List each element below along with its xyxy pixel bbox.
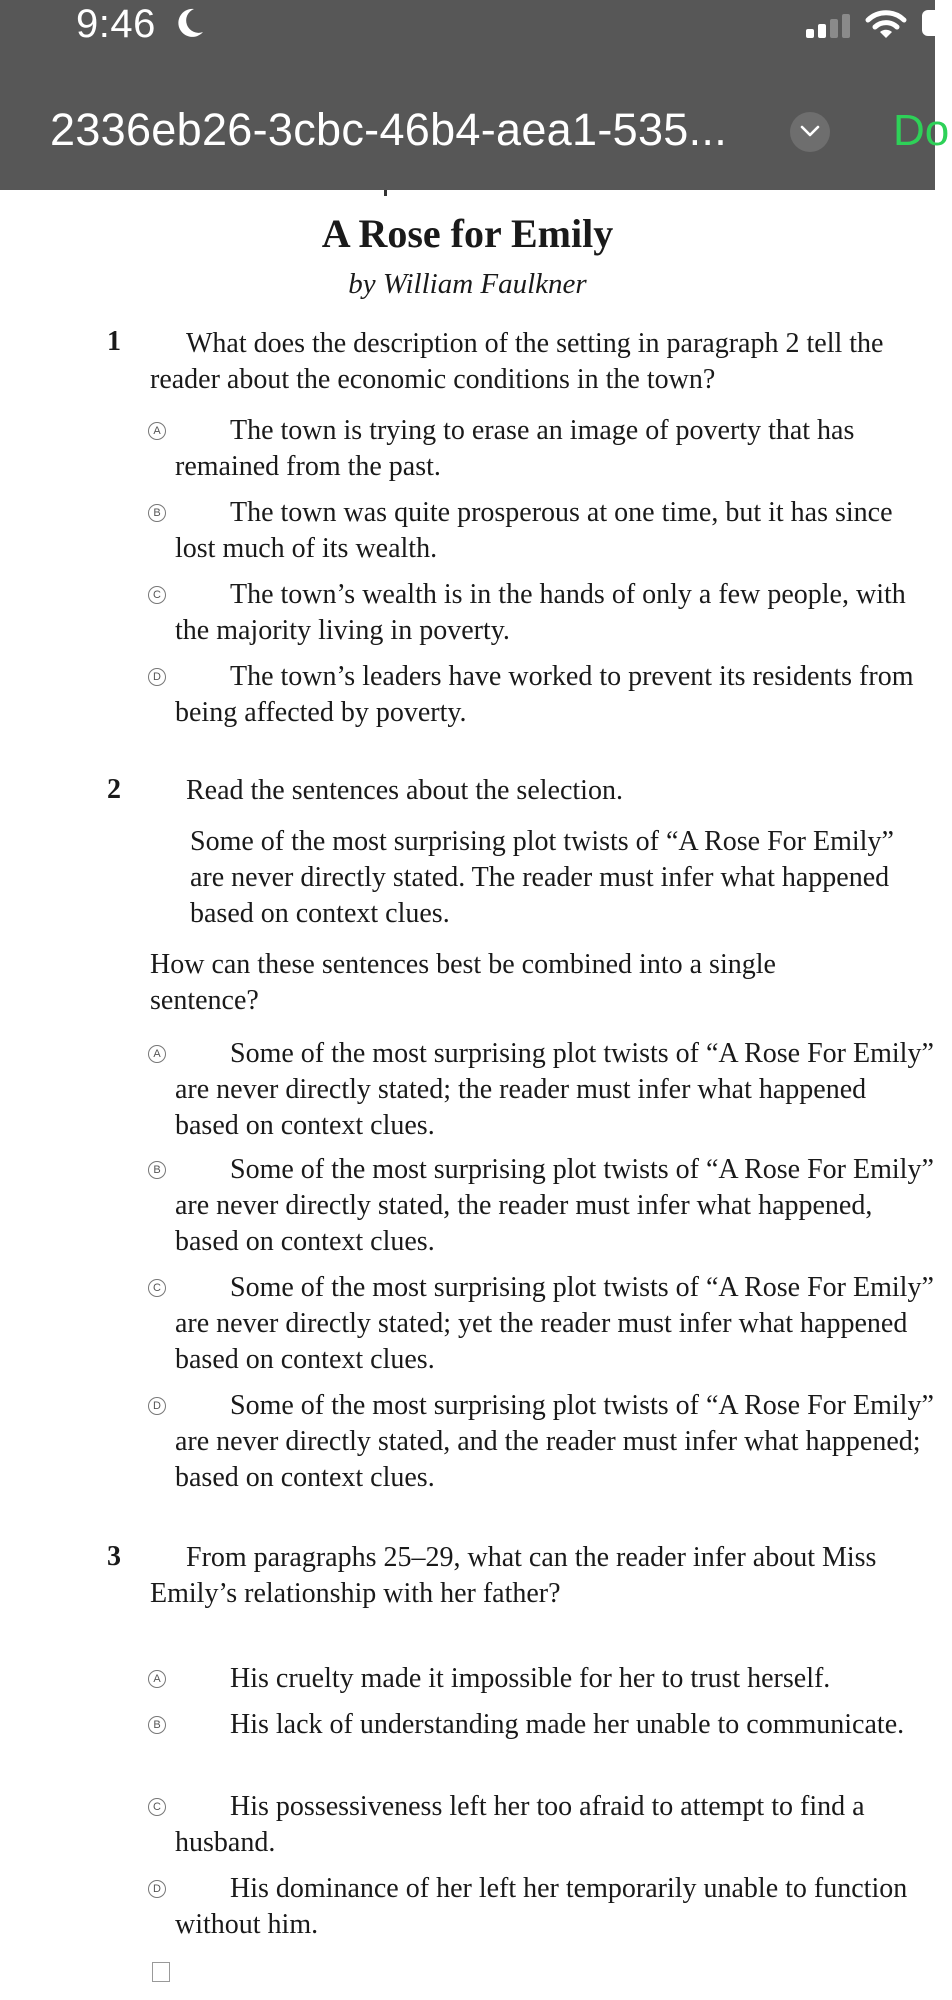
answer-option[interactable]: Some of the most surprising plot twists of “A Rose For Emily” are never directly stated; yet the reader must infer what happened based on context clues. <box>175 1272 934 1375</box>
answer-option[interactable]: His lack of understanding made her unable to communicate. <box>230 1709 905 1740</box>
status-time: 9:46 <box>76 2 156 46</box>
answer-checkbox[interactable] <box>152 1962 170 1982</box>
answer-option[interactable]: Some of the most surprising plot twists of “A Rose For Emily” are never directly stated, the reader must infer what happened, based on context clues. <box>175 1154 934 1257</box>
question-prompt: How can these sentences best be combined into a single sentence? <box>150 949 776 1016</box>
option-letter-icon[interactable]: C <box>148 1798 166 1816</box>
wifi-icon <box>866 9 906 44</box>
question-stem: What does the description of the setting in paragraph 2 tell the reader about the economic conditions in the town? <box>150 328 884 395</box>
question-stem: From paragraphs 25–29, what can the reader infer about Miss Emily’s relationship with her father? <box>150 1542 877 1609</box>
signal-icon <box>806 14 852 43</box>
option-letter-icon[interactable]: B <box>148 1716 166 1734</box>
option-letter-icon[interactable]: D <box>148 668 166 686</box>
answer-option[interactable]: His cruelty made it impossible for her to trust herself. <box>230 1663 831 1694</box>
chevron-down-icon <box>800 124 820 138</box>
option-letter-icon[interactable]: C <box>148 586 166 604</box>
question-number: 2 <box>107 774 121 805</box>
question-stem: Read the sentences about the selection. <box>186 775 623 806</box>
document-title[interactable]: 2336eb26-3cbc-46b4-aea1-535... <box>50 104 728 155</box>
byline: by William Faulkner <box>348 268 587 300</box>
answer-option[interactable]: His dominance of her left her temporarily unable to function without him. <box>175 1873 908 1940</box>
option-letter-icon[interactable]: D <box>148 1397 166 1415</box>
question-number: 3 <box>107 1541 121 1572</box>
option-letter-icon[interactable]: B <box>148 504 166 522</box>
answer-option[interactable]: Some of the most surprising plot twists of “A Rose For Emily” are never directly stated, and the reader must infer what happened; based on context clues. <box>175 1390 934 1493</box>
clipped-text-fragment <box>384 190 387 196</box>
option-letter-icon[interactable]: A <box>148 1670 166 1688</box>
answer-option[interactable]: The town’s wealth is in the hands of only a few people, with the majority living in poverty. <box>175 579 906 646</box>
answer-option[interactable]: His possessiveness left her too afraid to attempt to find a husband. <box>175 1791 865 1858</box>
title-menu-button[interactable] <box>790 112 830 152</box>
page-title: A Rose for Emily <box>321 211 614 256</box>
answer-option[interactable]: The town is trying to erase an image of poverty that has remained from the past. <box>175 415 855 482</box>
option-letter-icon[interactable]: A <box>148 422 166 440</box>
battery-icon <box>922 10 952 36</box>
answer-option[interactable]: The town was quite prosperous at one time, but it has since lost much of its wealth. <box>175 497 893 564</box>
option-letter-icon[interactable]: B <box>148 1161 166 1179</box>
answer-option[interactable]: The town’s leaders have worked to prevent its residents from being affected by poverty. <box>175 661 914 728</box>
top-bar <box>0 0 950 190</box>
quoted-passage: Some of the most surprising plot twists of “A Rose For Emily” are never directly stated. The reader must infer what happened based on context clues. <box>190 826 894 929</box>
option-letter-icon[interactable]: D <box>148 1880 166 1898</box>
moon-icon <box>178 8 204 43</box>
done-button[interactable]: Do <box>893 106 950 155</box>
option-letter-icon[interactable]: C <box>148 1279 166 1297</box>
question-number: 1 <box>107 326 121 357</box>
option-letter-icon[interactable]: A <box>148 1045 166 1063</box>
answer-option[interactable]: Some of the most surprising plot twists of “A Rose For Emily” are never directly stated; the reader must infer what happened based on context clues. <box>175 1038 934 1141</box>
